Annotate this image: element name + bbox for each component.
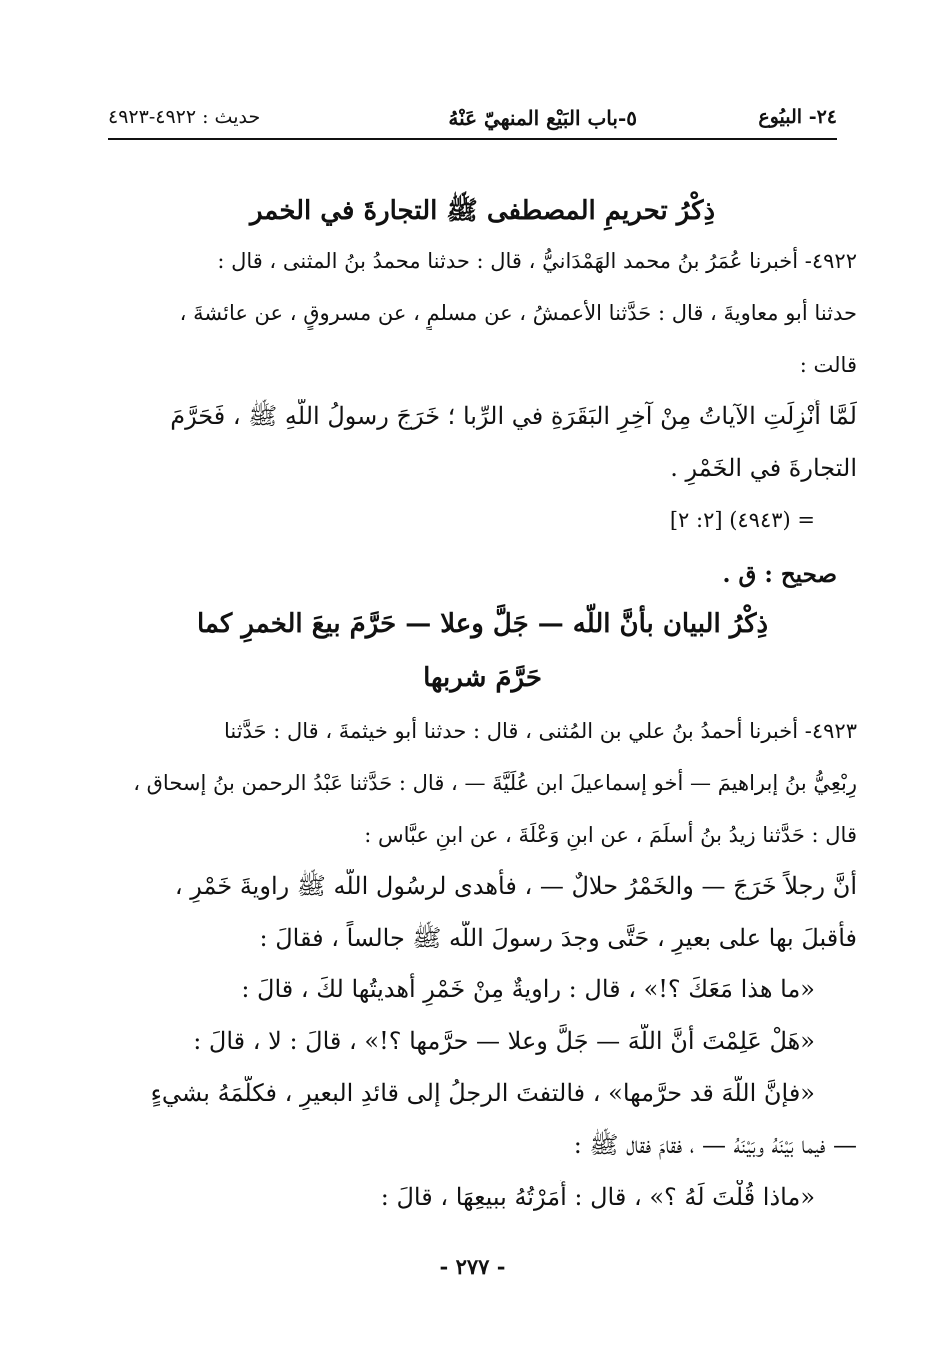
- section-heading-2: ذِكْرُ البيان بأنَّ اللّه — جَلَّ وعلا — حَرَّمَ بيعَ الخمرِ كما: [196, 609, 769, 639]
- book-title: ٢٤- البيُوع: [758, 106, 837, 128]
- isnad-line: ٤٩٢٢- أخبرنا عُمَرُ بنُ محمد الهَمْدَانيُّ ، قال : حدثنا محمدُ بنُ المثنى ، قال :: [217, 249, 857, 273]
- matn-line: — فيما بَيْنَهُ وبَيْنَهُ — ، فقامَ فقال ﷺ :: [573, 1131, 857, 1159]
- matn-line: أنَّ رجلاً خَرَجَ — والخَمْرُ حلالٌ — ، فأهدى لرسُول اللّه ﷺ راويةَ خَمْرٍ ،: [174, 872, 857, 900]
- section-heading-1: ذِكْرُ تحريمِ المصطفى ﷺ التجارةَ في الخمر: [249, 196, 716, 226]
- isnad-line: قال : حَدَّثنا زيدُ بنُ أسلَمَ ، عن ابنِ وَعْلَةَ ، عن ابنِ عبَّاس :: [364, 823, 857, 847]
- matn-line: «ما هذا مَعَكَ ؟!» ، قال : راويةٌ مِنْ خَمْرٍ أهديتُها لكَ ، قالَ :: [241, 975, 815, 1003]
- matn-line: لَمَّا أُنْزِلَتِ الآياتُ مِنْ آخِرِ البَقَرَةِ في الرِّبا ؛ خَرَجَ رسولُ اللّهِ ﷺ ، فَحَرَّمَ: [170, 402, 857, 430]
- cross-reference: = (٤٩٤٣) [٢: ٢]: [669, 508, 815, 532]
- section-heading-2-cont: حَرَّمَ شربها: [423, 663, 542, 693]
- page-number: - ٢٧٧ -: [439, 1254, 506, 1279]
- matn-line: التجارةَ في الخَمْرِ .: [670, 454, 857, 482]
- matn-line: فأقبلَ بها على بعيرٍ ، حَتَّى وجدَ رسولَ اللّه ﷺ جالساً ، فقالَ :: [259, 924, 857, 952]
- matn-line: «هَلْ عَلِمْتَ أنَّ اللّهَ — جَلَّ وعلا — حرَّمها ؟!» ، قالَ : لا ، قالَ :: [193, 1027, 815, 1055]
- isnad-line: حدثنا أبو معاويةَ ، قال : حَدَّثنا الأعمشُ ، عن مسلمٍ ، عن مسروقٍ ، عن عائشةَ ،: [179, 301, 857, 325]
- hadith-range: حديث : ٤٩٢٢-٤٩٢٣: [108, 106, 261, 128]
- isnad-line: ٤٩٢٣- أخبرنا أحمدُ بنُ علي بن المُثنى ، قال : حدثنا أبو خيثمةَ ، قال : حَدَّثنا: [223, 719, 857, 743]
- matn-line: «فإنَّ اللّهَ قد حرَّمها» ، فالتفتَ الرجلُ إلى قائدِ البعيرِ ، فكلَّمَهُ بشيءٍ: [150, 1079, 815, 1107]
- running-header: [108, 104, 837, 140]
- chapter-title: ٥-باب البَيْع المنهيّ عَنْهُ: [448, 106, 637, 130]
- hadith-grade: صحيح : ق .: [722, 561, 837, 588]
- isnad-line: قالت :: [799, 353, 857, 377]
- matn-line: «ماذا قُلْتَ لَهُ ؟» ، قال : أَمَرْتُهُ ببيعِهَا ، قالَ :: [380, 1183, 815, 1211]
- isnad-line: رِبْعِيُّ بنُ إبراهيمَ — أخو إسماعيلَ ابن عُلَيَّةَ — ، قال : حَدَّثنا عَبْدُ الرحمن بنُ إسحاق ،: [133, 771, 857, 795]
